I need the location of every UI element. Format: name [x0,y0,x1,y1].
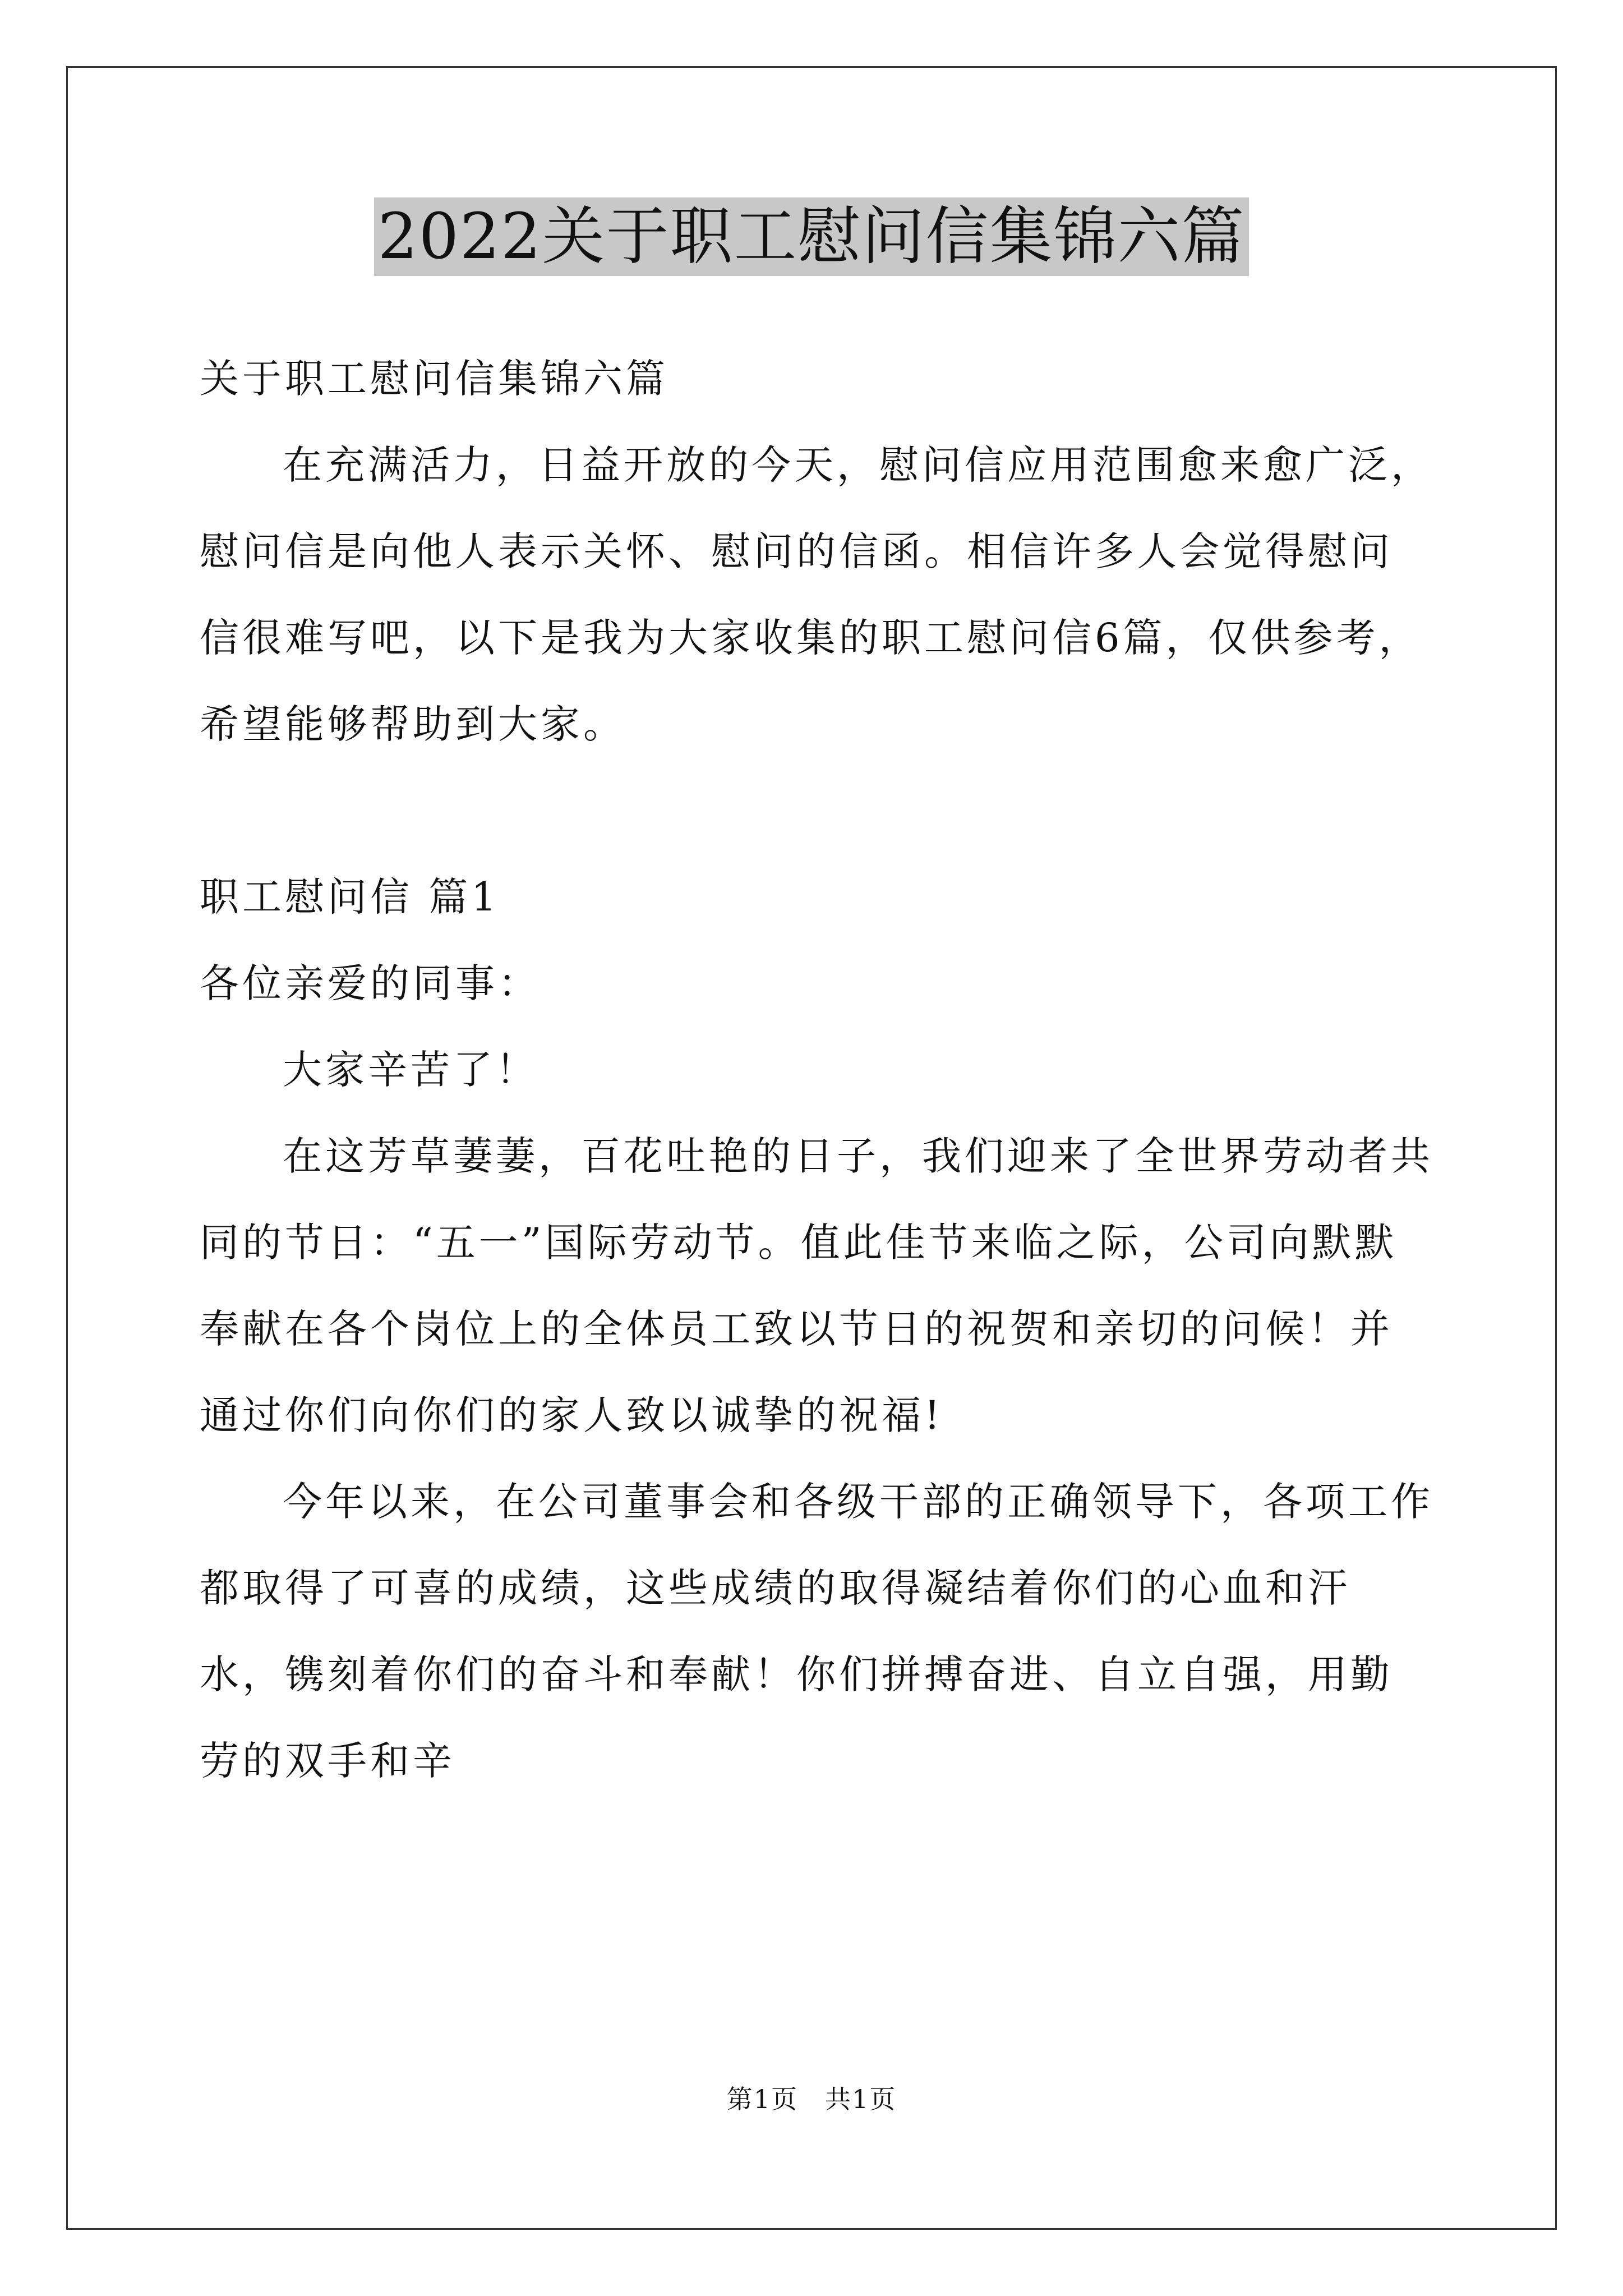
document-body [200,335,1433,1804]
body-paragraph-2: 今年以来，在公司董事会和各级干部的正确领导下，各项工作都取得了可喜的成绩，这些成绩的取得凝结着你们的心血和汗水，镌刻着你们的奋斗和奉献！你们拼搏奋进、自立自强，用勤劳的双手和辛 [200,1479,1433,1784]
title-container [0,197,1623,276]
section-heading: 职工慰问信 篇1 [200,874,500,920]
document-title: 2022关于职工慰问信集锦六篇 [374,197,1248,276]
subtitle-paragraph: 关于职工慰问信集锦六篇 [200,356,668,402]
body-paragraph-1: 在这芳草萋萋，百花吐艳的日子，我们迎来了全世界劳动者共同的节日：“五一”国际劳动节。值此佳节来临之际，公司向默默奉献在各个岗位上的全体员工致以节日的祝贺和亲切的问候！并通过你们向你们的家人致以诚挚的祝福! [200,1133,1433,1438]
greeting-paragraph: 大家辛苦了！ [283,1047,538,1093]
intro-paragraph: 在充满活力，日益开放的今天，慰问信应用范围愈来愈广泛，慰问信是向他人表示关怀、慰问的信函。相信许多人会觉得慰问信很难写吧，以下是我为大家收集的职工慰问信6篇，仅供参考，希望能够帮助到大家。 [200,442,1433,747]
paragraph-gap [200,767,1433,854]
salutation: 各位亲爱的同事： [200,960,541,1006]
page-footer: 第1页 共1页 [726,2084,897,2114]
